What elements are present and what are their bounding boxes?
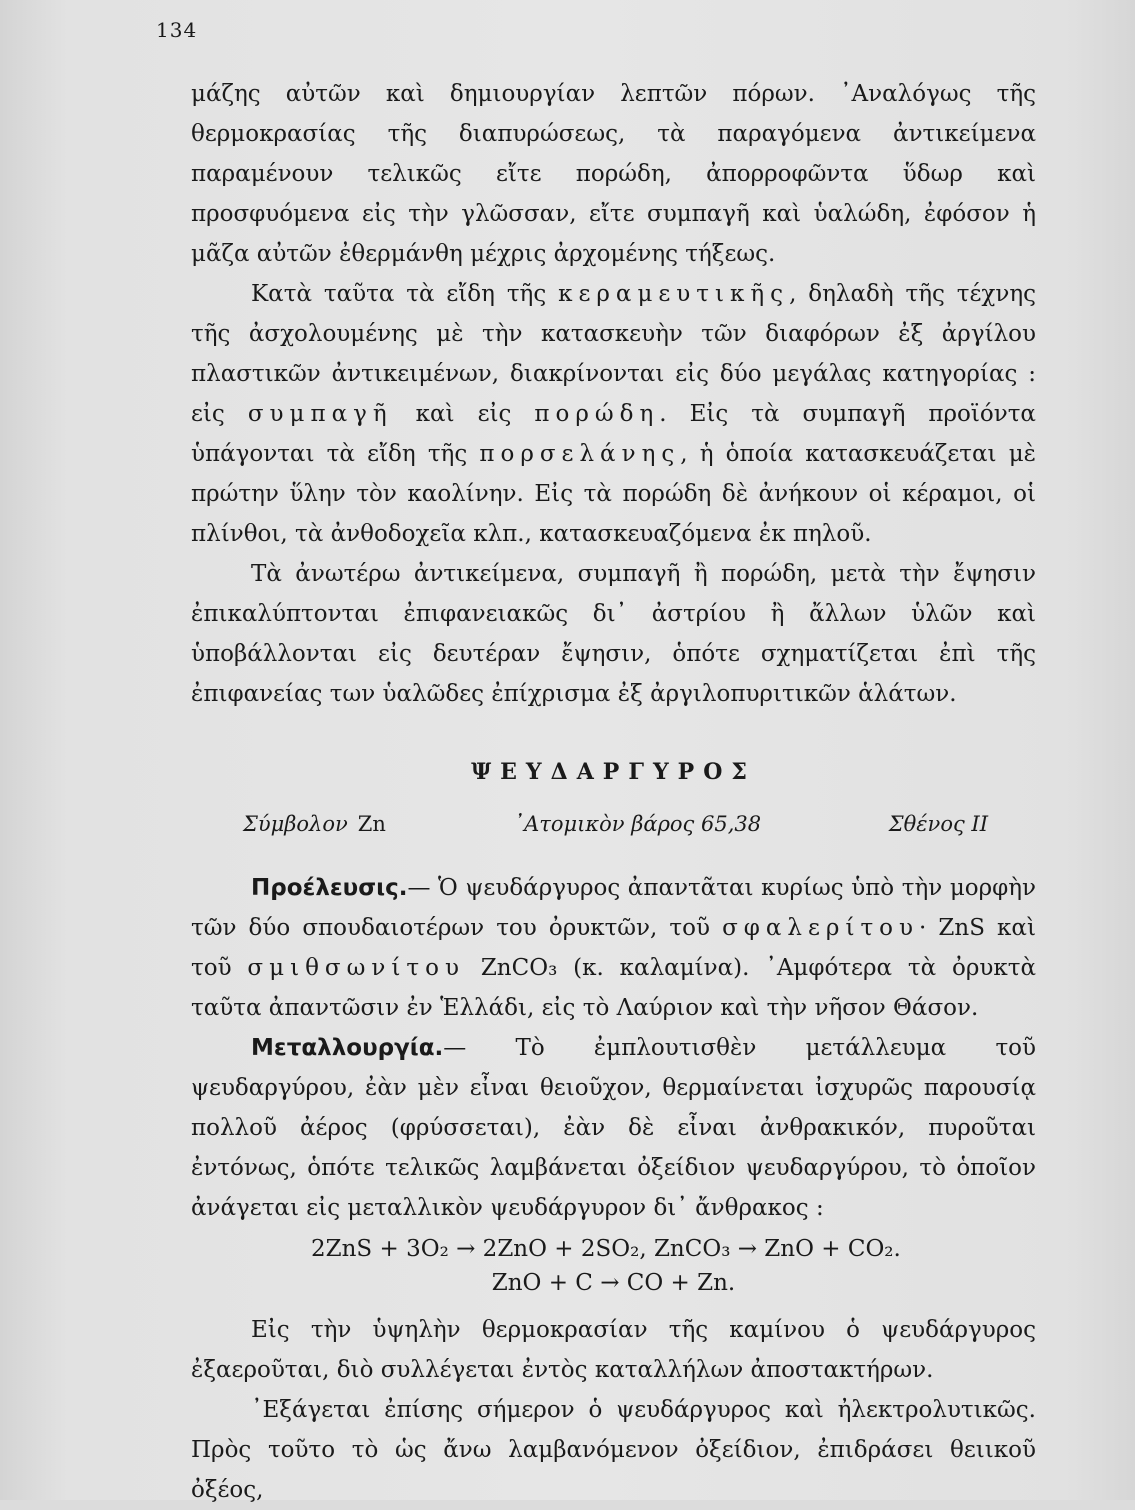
metallurgy-title: Μεταλλουργία.	[251, 1035, 444, 1061]
spaced-term: σμιθσωνίτου	[247, 955, 465, 981]
element-meta	[191, 804, 1036, 844]
paragraph-3: Τὰ ἀνωτέρω ἀντικείμενα, συμπαγῆ ἢ πορώδη, μετὰ τὴν ἔψησιν ἐπικαλύπτονται ἐπιφανειακῶς δι᾿ ἀστρίου ἢ ἄλλων ὑλῶν καὶ ὑποβάλλονται εἰς δευτέραν ἔψησιν, ὁπότε σχηματίζεται ἐπὶ τῆς ἐπιφανείας των ὑαλῶδες ἐπίχρισμα ἐξ ἀργιλοπυριτικῶν ἁλάτων.	[191, 561, 1036, 707]
origin-paragraph: Προέλευσις.— Ὁ ψευδάργυρος ἀπαντᾶται κυρίως ὑπὸ τὴν μορφὴν τῶν δύο σπουδαιοτέρων του ὀρυκτῶν, τοῦ σφαλερίτου· ZnS καὶ τοῦ σμιθσωνίτου ZnCO₃ (κ. καλαμίνα). ᾿Αμφότερα τὰ ὀρυκτὰ ταῦτα ἀπαντῶσιν ἐν Ἑλλάδι, εἰς τὸ Λαύριον καὶ τὴν νῆσον Θάσον.	[191, 875, 1036, 1021]
page-body	[191, 74, 1036, 1510]
spaced-term: πορσελάνης	[479, 441, 681, 467]
spaced-term: κεραμευτικῆς	[558, 281, 790, 307]
spaced-term: σφαλερίτου	[722, 915, 920, 941]
origin-title: Προέλευσις.	[251, 875, 408, 901]
spaced-term: συμπαγῆ	[247, 401, 393, 427]
equations	[191, 1232, 1036, 1300]
closing-paragraph-2: ᾿Εξάγεται ἐπίσης σήμερον ὁ ψευδάργυρος καὶ ἠλεκτρολυτικῶς. Πρὸς τοῦτο τὸ ὡς ἄνω λαμβανόμενον ὀξείδιον, ἐπιδράσει θειικοῦ ὀξέος,	[191, 1397, 1036, 1503]
closing-paragraph-1: Εἰς τὴν ὑψηλὴν θερμοκρασίαν τῆς καμίνου ὁ ψευδάργυρος ἐξαεροῦται, διὸ συλλέγεται ἐντὸς καταλλήλων ἀποστακτήρων.	[191, 1317, 1036, 1383]
symbol-info: Σύμβολον Zn	[243, 812, 386, 836]
valence: Σθένος II	[888, 812, 988, 836]
spaced-term: πορώδη	[534, 401, 660, 427]
paragraph-1: μάζης αὐτῶν καὶ δημιουργίαν λεπτῶν πόρων. ᾿Αναλόγως τῆς θερμοκρασίας τῆς διαπυρώσεως, τὰ παραγόμενα ἀντικείμενα παραμένουν τελικῶς εἴτε πορώδη, ἀπορροφῶντα ὕδωρ καὶ προσφυόμενα εἰς τὴν γλῶσσαν, εἴτε συμπαγῆ καὶ ὑαλώδη, ἐφόσον ἡ μᾶζα αὐτῶν ἐθερμάνθη μέχρις ἀρχομένης τήξεως.	[191, 81, 1036, 267]
paragraph-2: Κατὰ ταῦτα τὰ εἴδη τῆς κεραμευτικῆς, δηλαδὴ τῆς τέχνης τῆς ἀσχολουμένης μὲ τὴν κατασκευὴν τῶν διαφόρων ἐξ ἀργίλου πλαστικῶν ἀντικειμένων, διακρίνονται εἰς δύο μεγάλας κατηγορίας : εἰς συμπαγῆ καὶ εἰς πορώδη. Εἰς τὰ συμπαγῆ προϊόντα ὑπάγονται τὰ εἴδη τῆς πορσελάνης, ἡ ὁποία κατασκευάζεται μὲ πρώτην ὕλην τὸν καολίνην. Εἰς τὰ πορώδη δὲ ἀνήκουν οἱ κέραμοι, οἱ πλίνθοι, τὰ ἀνθοδοχεῖα κλπ., κατασκευαζόμενα ἐκ πηλοῦ.	[191, 281, 1036, 547]
metallurgy-paragraph: Μεταλλουργία.— Τὸ ἐμπλουτισθὲν μετάλλευμα τοῦ ψευδαργύρου, ἐὰν μὲν εἶναι θειοῦχον, θερμαίνεται ἰσχυρῶς παρουσίᾳ πολλοῦ ἀέρος (φρύσσεται), ἐὰν δὲ εἶναι ἀνθρακικόν, πυροῦται ἐντόνως, ὁπότε τελικῶς λαμβάνεται ὀξείδιον ψευδαργύρου, τὸ ὁποῖον ἀνάγεται εἰς μεταλλικὸν ψευδάργυρον δι᾿ ἄνθρακος :	[191, 1035, 1036, 1221]
equation-line-2: ZnO + C → CO + Zn.	[491, 1270, 736, 1296]
equation-line-1: 2ZnS + 3O₂ → 2ZnO + 2SO₂, ZnCO₃ → ZnO + CO₂.	[311, 1236, 901, 1262]
atomic-weight: ᾿Ατομικὸν βάρος 65,38	[513, 812, 762, 836]
section-heading: ΨΕΥΔΑΡΓΥΡΟΣ	[471, 759, 756, 785]
page-number: 134	[156, 18, 198, 42]
